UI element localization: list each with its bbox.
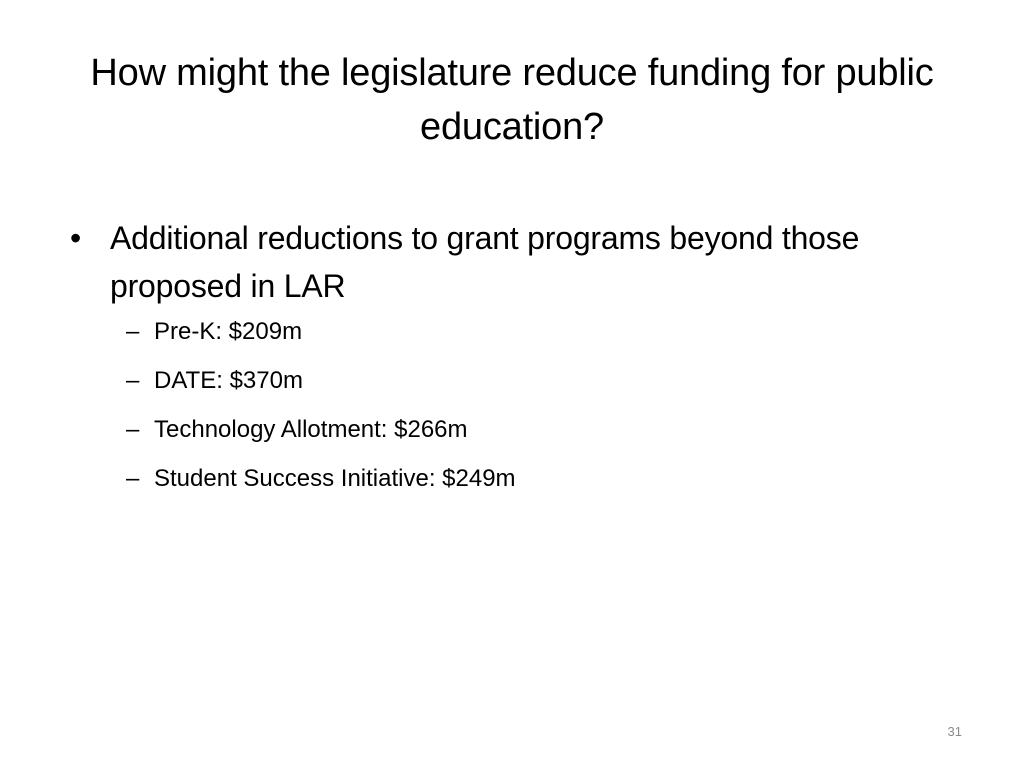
dash-marker: – — [126, 367, 140, 394]
slide-number: 31 — [947, 724, 962, 739]
sub-bullet-text: Pre-K: $209m — [154, 318, 303, 345]
dash-marker: – — [126, 416, 140, 443]
sub-bullet-list — [70, 314, 970, 497]
sub-bullet-item-student-success-initiative — [70, 461, 970, 497]
slide-title: How might the legislature reduce funding for public education? — [90, 52, 934, 148]
bullet-item — [70, 214, 970, 310]
dash-marker: – — [126, 465, 140, 492]
sub-bullet-item-pre-k — [70, 314, 970, 350]
bullet-text: Additional reductions to grant programs beyond those proposed in LAR — [110, 220, 860, 304]
dash-marker: – — [126, 318, 140, 345]
slide-content — [70, 214, 970, 510]
bullet-marker: • — [70, 220, 82, 256]
sub-bullet-item-technology-allotment — [70, 412, 970, 448]
sub-bullet-text: Student Success Initiative: $249m — [154, 465, 516, 492]
sub-bullet-text: DATE: $370m — [154, 367, 303, 394]
sub-bullet-text: Technology Allotment: $266m — [154, 416, 468, 443]
sub-bullet-item-date — [70, 363, 970, 399]
